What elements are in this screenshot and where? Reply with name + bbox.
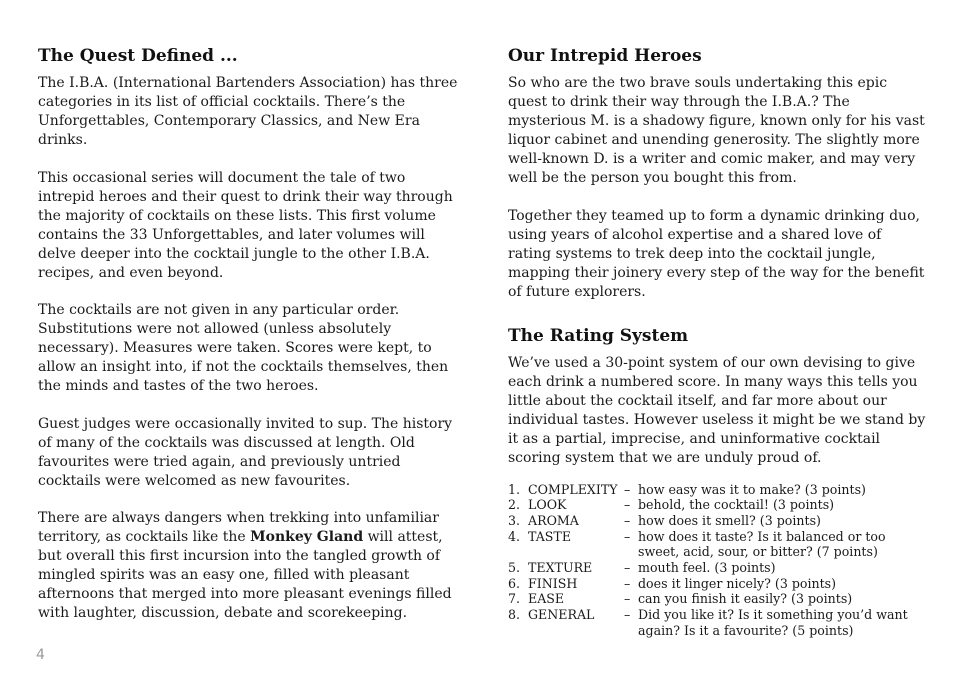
rating-item bbox=[508, 497, 928, 513]
quest-paragraph-2: This occasional series will document the tale of two intrepid heroes and their quest to drink their way through the majority of cocktails on these lists. This first volume contains the 33 Unforgettables, and later volumes will delve deeper into the cocktail jungle to the other I.B.A. recipes, and even beyond. bbox=[38, 169, 453, 281]
rating-item-description: mouth feel. (3 points) bbox=[638, 560, 776, 576]
heroes-heading: Our Intrepid Heroes bbox=[508, 46, 702, 66]
rating-item-name: LOOK bbox=[528, 497, 567, 513]
rating-item-dash: – bbox=[624, 512, 631, 528]
quest-defined-heading: The Quest Defined ... bbox=[38, 46, 238, 66]
heroes-paragraph-2: Together they teamed up to form a dynamic drinking duo, using years of alcohol expertise and a shared love of rating systems to trek deep into the cocktail jungle, mapping their joinery every step of the way for the benefit of future explorers. bbox=[508, 207, 925, 300]
rating-item-description: how does it taste? Is it balanced or too sweet, acid, sour, or bitter? (7 points) bbox=[638, 528, 886, 560]
rating-item-name: COMPLEXITY bbox=[528, 481, 618, 497]
quest-paragraph-1: The I.B.A. (International Bartenders Association) has three categories in its list of official cocktails. There’s the Unforgettables, Contemporary Classics, and New Era drinks. bbox=[38, 75, 458, 148]
rating-item bbox=[508, 607, 928, 638]
rating-item-dash: – bbox=[624, 481, 631, 497]
monkey-gland-bold: Monkey Gland bbox=[250, 529, 364, 545]
rating-item-number: 2. bbox=[508, 497, 521, 513]
rating-item-dash: – bbox=[624, 591, 631, 607]
rating-item-dash: – bbox=[624, 575, 631, 591]
rating-item-description: how does it smell? (3 points) bbox=[638, 512, 821, 528]
rating-item-name: TEXTURE bbox=[528, 560, 593, 576]
rating-item bbox=[508, 513, 928, 529]
rating-item-description: how easy was it to make? (3 points) bbox=[638, 481, 866, 497]
rating-item-number: 8. bbox=[508, 607, 521, 623]
rating-item-name: TASTE bbox=[528, 528, 572, 544]
rating-item-name: FINISH bbox=[528, 575, 578, 591]
rating-item-name: GENERAL bbox=[528, 607, 595, 623]
rating-item-number: 7. bbox=[508, 591, 521, 607]
rating-item-number: 3. bbox=[508, 512, 521, 528]
quest-paragraph-3: The cocktails are not given in any particular order. Substitutions were not allowed (unless absolutely necessary). Measures were taken. Scores were kept, to allow an insight into, if not the cocktails themselves, then the minds and tastes of the two heroes. bbox=[38, 302, 449, 394]
heroes-paragraph-1: So who are the two brave souls undertaking this epic quest to drink their way through the I.B.A.? The mysterious M. is a shadowy figure, known only for his vast liquor cabinet and unending generosity. The slightly more well-known D. is a writer and comic maker, and may very well be the person you bought this from. bbox=[508, 75, 925, 186]
rating-item-number: 6. bbox=[508, 575, 521, 591]
rating-item bbox=[508, 576, 928, 592]
rating-item-description: behold, the cocktail! (3 points) bbox=[638, 497, 835, 513]
quest-paragraph-5-start: There are always dangers when trekking into unfamiliar territory, as cocktails like the bbox=[38, 510, 439, 545]
rating-item-name: EASE bbox=[528, 591, 565, 607]
rating-item-dash: – bbox=[624, 560, 631, 576]
rating-system-heading: The Rating System bbox=[508, 325, 689, 346]
rating-item-number: 5. bbox=[508, 560, 521, 576]
rating-item-number: 1. bbox=[508, 481, 521, 497]
rating-item bbox=[508, 482, 928, 498]
rating-item-number: 4. bbox=[508, 528, 521, 544]
left-column bbox=[38, 44, 458, 623]
rating-item-name: AROMA bbox=[528, 512, 579, 528]
rating-item bbox=[508, 529, 928, 560]
right-column bbox=[508, 44, 928, 639]
rating-item-dash: – bbox=[624, 497, 631, 513]
rating-item-dash: – bbox=[624, 607, 631, 623]
rating-paragraph: We’ve used a 30-point system of our own devising to give each drink a numbered score. In many ways this tells you little about the cocktail itself, and far more about our individual tastes. However useless it might be we stand by it as a partial, imprecise, and uninformative cocktail scoring system that we are unduly proud of. bbox=[508, 354, 926, 466]
rating-item-dash: – bbox=[624, 528, 631, 544]
rating-list bbox=[508, 482, 928, 639]
rating-item bbox=[508, 591, 928, 607]
rating-item bbox=[508, 560, 928, 576]
page-number: 4 bbox=[36, 647, 45, 663]
quest-paragraph-5-end: will attest, but overall this first incursion into the tangled growth of mingled spirits was an easy one, filled with pleasant afternoons that merged into more pleasant evenings filled with laughter, discussion, debate and scorekeeping. bbox=[38, 529, 452, 621]
quest-paragraph-4: Guest judges were occasionally invited to sup. The history of many of the cocktails was discussed at length. Old favourites were tried again, and previously untried cocktails were welcomed as new favourites. bbox=[38, 415, 453, 489]
rating-item-description: can you finish it easily? (3 points) bbox=[638, 591, 853, 607]
rating-item-description: Did you like it? Is it something you’d want again? Is it a favourite? (5 points) bbox=[638, 607, 908, 638]
rating-item-description: does it linger nicely? (3 points) bbox=[638, 575, 837, 591]
quest-paragraph-5 bbox=[38, 509, 458, 623]
